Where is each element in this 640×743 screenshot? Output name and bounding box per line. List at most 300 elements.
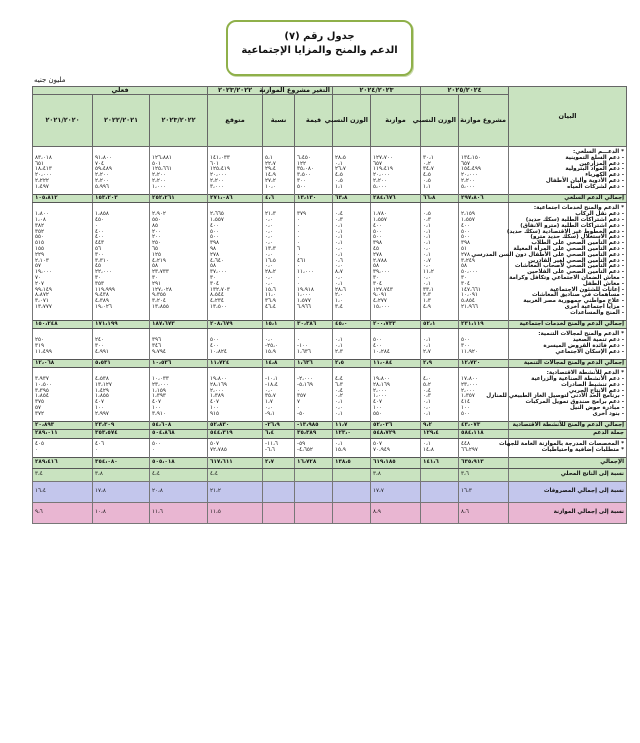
header-item: البيان	[509, 87, 627, 147]
social-label: * الدعم والمنح لخدمات اجتماعية:	[533, 205, 625, 212]
development-col-4	[295, 329, 333, 359]
total-subsidy-cell: ٣٥،٣٨٩	[295, 430, 333, 439]
social-cell: ١،٠٠٠	[297, 292, 311, 299]
total-activities-label: إجمالي الدعم والمنح للأنشطة الاقتصادية	[509, 421, 627, 430]
social-cell: ٥١	[461, 245, 468, 252]
header-group-actual: فعلي	[33, 87, 208, 95]
total-commodity-label: إجمالي الدعم السلعي	[509, 194, 627, 203]
activities-label: - دعم برامج صندوق تمويل المركبات	[525, 399, 625, 406]
commodity-cell: ١٥٤،٤٩٩	[461, 166, 481, 173]
social-cell: ٠،٠	[265, 240, 273, 247]
extra-cell: ٠،١	[423, 441, 431, 448]
social-cell: ٢٨،٦	[335, 286, 346, 293]
activities-cell: ١٠،٥٠٠	[35, 381, 52, 388]
development-cell: ٣٩٦	[152, 337, 162, 344]
social-cell: ٩٩،١٤٩	[35, 286, 52, 293]
development-col-0	[459, 329, 509, 359]
social-cell: ١٩،٩١٨	[297, 286, 314, 293]
social-cell: ٢٠٧	[35, 280, 45, 287]
commodity-cell: ٣،٥٠٠	[297, 172, 311, 179]
activities-cell: ٠،٠	[335, 405, 343, 412]
extra-cell: ٤٠٥	[35, 441, 45, 448]
social-cell: ٠	[297, 234, 301, 241]
activities-cell: ٢٣،٠٠٠	[461, 381, 478, 388]
social-col-4	[295, 203, 333, 320]
development-cell: ٢٥،٠-	[265, 342, 278, 349]
social-cell: ٠،٠	[265, 216, 273, 223]
social-cell: ٣،٢٤٩	[461, 257, 475, 264]
social-cell: ١٦،٥	[265, 257, 276, 264]
social-cell: ٠،٠	[265, 251, 273, 258]
social-cell: ٥٧	[35, 263, 42, 270]
total-commodity-cell: ٢٩٧،٨٠٦	[459, 194, 509, 203]
social-cell: ٣،٠٧١	[35, 298, 49, 305]
social-cell: ٣٧٩	[297, 211, 307, 218]
activities-cell: ١٠٠	[152, 405, 162, 412]
ratio-1-cell	[333, 468, 371, 481]
header-year-2021-2022: ٢٠٢٢/٢٠٢١	[93, 95, 150, 147]
commodity-cell: ٢٨،٥	[335, 154, 346, 161]
social-cell: ٤،٢٧٧	[373, 298, 387, 305]
activities-cell: ٠،٤	[423, 387, 431, 394]
ratio-1-cell: ٣،٤	[33, 468, 93, 481]
activities-cell: ١،١٥٩	[152, 387, 166, 394]
commodity-cell: ٢،٢٠٠	[95, 177, 109, 184]
activities-label: * الدعم للأنشطة الاقتصادية:	[546, 370, 625, 377]
extra-cell: ٤٤٨	[461, 441, 471, 448]
social-cell: ٠،١	[423, 228, 431, 235]
commodity-cell: ١٨،٤١٣	[35, 166, 52, 173]
ratio-2-cell: ١٦،٣	[459, 481, 509, 502]
commodity-cell: ٥٩،٤٨٩	[95, 166, 112, 173]
activities-cell: ٢٨،١٦٩	[210, 381, 227, 388]
social-cell: ٠	[297, 216, 301, 223]
development-col-9	[33, 329, 93, 359]
subsidy-table	[32, 86, 627, 524]
ratio-1-cell: ٤،٤	[208, 468, 263, 481]
development-cell: ١٠٠-	[297, 342, 309, 349]
ratio-3-cell: ٩،٦	[33, 502, 93, 523]
development-cell: ١١،٤٩٩	[35, 348, 52, 355]
social-cell	[297, 311, 330, 317]
commodity-cell: ٥،٩٩٦	[95, 183, 109, 190]
social-cell: ١،٠	[335, 298, 343, 305]
social-cell	[265, 311, 292, 317]
social-cell: ١٢٥	[152, 251, 162, 258]
social-cell	[35, 311, 90, 317]
ratio-3-cell	[333, 502, 371, 523]
activities-cell: ٠،٢	[335, 393, 343, 400]
total-social-row	[33, 320, 627, 329]
total-social-cell: ١٧١،١٩٩	[93, 320, 150, 329]
total-development-cell: ١،٦٣٦	[295, 359, 333, 368]
development-cell: ١٥،٩	[265, 348, 276, 355]
table-title-box	[226, 20, 413, 76]
ratio-1-cell	[263, 468, 295, 481]
social-cell: ٢،١٠٣	[35, 257, 49, 264]
social-cell: ٠	[297, 222, 301, 229]
extra-col-1	[421, 439, 459, 458]
social-cell: ٤،٢١٩	[152, 257, 166, 264]
social-cell: ١٩،٠٠٠	[35, 269, 52, 276]
commodity-block	[33, 147, 627, 195]
activities-cell: ٣،٩١٠	[152, 410, 166, 417]
development-cell: ٥٠٠	[373, 337, 383, 344]
total-social-cell: ٥٢،١	[421, 320, 459, 329]
activities-cell: ٢،٩٩٧	[95, 410, 109, 417]
social-cell: ٤٠٠	[461, 222, 471, 229]
activities-cell: ٤٠٧	[373, 399, 383, 406]
social-cell	[461, 311, 506, 317]
ratio-1-cell: ٣،٨	[93, 468, 150, 481]
activities-cell: ٠،١	[423, 399, 431, 406]
activities-cell: ١،٣٩٣	[152, 393, 166, 400]
extra-cell: ٤،٦٥٢-	[297, 447, 313, 454]
social-cell: ٢٣،٧٣٣	[152, 269, 169, 276]
social-cell: ٣،٢٠٤	[152, 298, 166, 305]
extra-col-6	[208, 439, 263, 458]
total-social-cell: ٢٠٠،٧٣٣	[371, 320, 421, 329]
activities-cell: ١،٣٨٩	[210, 393, 224, 400]
activities-col-1	[421, 368, 459, 421]
social-cell: ٥٨	[461, 263, 468, 270]
social-cell: ٣٩٨	[373, 240, 383, 247]
ratio-1-cell: ٣،٦	[459, 468, 509, 481]
social-label: - مساهمات في صناديق المعاشات	[531, 292, 625, 299]
development-cell: ٥٠٠	[210, 337, 220, 344]
social-label: - دعم التأمين الصحي لأصحاب المعاشات	[514, 263, 625, 270]
ratio-2-cell: ١٧،٧	[371, 481, 421, 502]
activities-cell: ٤١٤	[461, 399, 471, 406]
social-cell: ٤،٢٣٤	[210, 298, 224, 305]
extra-cell: ١٤،٨	[423, 447, 434, 454]
social-cell: ٩،٣٥٥	[152, 292, 166, 299]
commodity-label: - دعم السلع التموينية	[565, 154, 625, 161]
total-development-label: إجمالي الدعم والمنح لمجالات التنمية	[509, 359, 627, 368]
social-cell: ٩٨	[210, 245, 217, 252]
total-activities-cell: ١٣،٩٨٥-	[295, 421, 333, 430]
total-commodity-cell: ٢٧١،٠٨٦	[208, 194, 263, 203]
social-cell: ٢١،٩٦٦	[461, 303, 478, 310]
grand-total-cell: ٣٥٤،٠٨٠	[93, 457, 150, 468]
development-labels	[509, 329, 627, 359]
activities-col-5	[263, 368, 295, 421]
ratio-3-row	[33, 502, 627, 523]
activities-cell: ٤٠٧	[152, 399, 162, 406]
social-cell: ٠،٠	[265, 263, 273, 270]
header-percent: نسبة	[263, 95, 295, 147]
development-cell: ٠،١	[423, 342, 431, 349]
grand-total-cell: ٦١٧،٦١١	[208, 457, 263, 468]
commodity-cell: ٢،٢٠٠	[461, 177, 475, 184]
activities-cell: ٢،٠٠٠	[373, 387, 387, 394]
commodity-label: * الدعـــم السلعي:	[572, 149, 625, 155]
social-cell: ٠،٠	[265, 222, 273, 229]
grand-total-label: الإجمالي	[509, 457, 627, 468]
extra-cell: ١١،٦-	[265, 441, 278, 448]
activities-cell: ٥٠-	[297, 410, 306, 417]
total-development-cell: ٢،٩	[421, 359, 459, 368]
social-cell	[423, 311, 456, 317]
social-cell: ٠	[95, 222, 99, 229]
social-cell: ١،٥٥٧	[461, 216, 475, 223]
ratio-1-row	[33, 468, 627, 481]
commodity-cell: ١،١	[423, 183, 431, 190]
social-block	[33, 203, 627, 320]
extra-labels	[499, 439, 627, 458]
social-cell: ٥٨	[373, 263, 380, 270]
social-cell: ٥٥٠	[152, 216, 162, 223]
social-cell: ٥٠٠	[461, 234, 471, 241]
total-subsidy-label: جملة الدعم	[509, 430, 627, 439]
extra-cell: ٥٩-	[297, 441, 306, 448]
ratio-2-cell	[421, 481, 459, 502]
commodity-col-6	[208, 147, 263, 195]
extra-cell: ٠	[35, 447, 39, 454]
social-cell: ٤٠٠	[373, 222, 383, 229]
commodity-cell: ١،٤٩٧	[35, 183, 49, 190]
activities-cell: ٣٧٥	[35, 399, 45, 406]
social-cell: ٨،٥٤٤	[210, 292, 224, 299]
commodity-cell: ١٢٥،٤١٩	[210, 166, 230, 173]
activities-col-2	[371, 368, 421, 421]
activities-col-3	[333, 368, 371, 421]
commodity-col-1	[421, 147, 459, 195]
activities-cell: ٥٠٠	[461, 410, 471, 417]
commodity-cell: ٦٥١	[35, 160, 45, 167]
commodity-cell: ٢٠،٠٠٠	[35, 172, 52, 179]
social-cell: ١٣،٣	[265, 245, 276, 252]
development-cell: ٤٠٠	[210, 342, 220, 349]
social-cell: ٢٢،٠٠٠	[95, 269, 112, 276]
ratio-2-cell: ٢٠،٨	[150, 481, 208, 502]
development-cell: ٠،١	[335, 342, 343, 349]
activities-label: - دعم تنشيط الصادرات	[561, 381, 625, 388]
social-label: - دعم التأمين الصحي على الأطفال دون السن المدرسي	[471, 251, 625, 258]
table-body	[33, 147, 627, 524]
social-cell: ٠	[297, 240, 301, 247]
activities-cell: ١٠٠	[461, 405, 471, 412]
social-cell: ٠،١	[423, 280, 431, 287]
social-cell: ٤٤٣	[95, 240, 105, 247]
activities-label: - دعم الأنشطة الصناعية والزراعية	[531, 376, 625, 383]
social-cell: ١،٨٠٠	[35, 211, 49, 218]
social-cell: ٥٨	[152, 263, 159, 270]
development-cell: ٣٠٠	[461, 342, 471, 349]
total-social-label: إجمالي الدعم والمنح لخدمات اجتماعية	[509, 320, 627, 329]
development-cell: ٠،١	[335, 337, 343, 344]
activities-cell: ٥،٢	[423, 381, 431, 388]
total-social-cell: ٢٣١،١١٩	[459, 320, 509, 329]
commodity-cell: ٢،٢٠٠	[373, 177, 387, 184]
activities-cell: ٥٥٠	[373, 410, 383, 417]
social-cell: ١١،٠٠٠	[297, 269, 314, 276]
development-cell: ٢٤٠	[95, 337, 105, 344]
activities-cell: ٦،٣	[335, 381, 343, 388]
commodity-cell: ٠،٥	[335, 177, 343, 184]
social-cell: ٤٦،٤	[265, 303, 276, 310]
commodity-cell: ٢٠،٠٠٠	[210, 172, 227, 179]
activities-col-4	[295, 368, 333, 421]
total-subsidy-cell: ٥٤٤،٣١٩	[208, 430, 263, 439]
commodity-cell: ٣٠،١	[423, 154, 434, 161]
social-cell: ٩،٤٣٨	[95, 292, 109, 299]
social-cell: ٣٨٢	[35, 222, 45, 229]
activities-cell: ٠،٠	[423, 405, 431, 412]
extra-cell: ٤٠٦	[95, 441, 105, 448]
social-cell: ٢٧٨	[373, 251, 383, 258]
commodity-cell: ١٣٤،١٥٠	[461, 154, 481, 161]
social-cell: ١٣،٨٥٥	[152, 303, 169, 310]
social-cell: ٠	[297, 274, 301, 281]
social-cell: ١،٥٧٧	[297, 298, 311, 305]
activities-cell: ٤،٥٣٨	[95, 376, 109, 383]
activities-col-9	[33, 368, 93, 421]
activities-cell: ٧	[297, 399, 301, 406]
activities-cell: ١،٨٥٥	[95, 393, 109, 400]
development-col-8	[93, 329, 150, 359]
development-cell: ٠،١	[423, 337, 431, 344]
social-cell: ٠،١	[335, 251, 343, 258]
social-cell: ٢٠٠	[152, 228, 162, 235]
extra-block	[33, 439, 627, 458]
commodity-cell: ٦٥٧	[373, 160, 383, 167]
social-cell: ١،٧٨٠	[373, 211, 387, 218]
total-subsidy-cell: ٦،٤	[263, 430, 295, 439]
total-activities-cell: ٢٦،٩-	[263, 421, 295, 430]
grand-total-cell: ٢٨٩،٤١٦	[33, 457, 93, 468]
social-cell: ٢،٦٦٥	[210, 211, 224, 218]
activities-cell: ٣،٩٣٧	[35, 376, 49, 383]
total-activities-cell: ٢٠،٨٩٣	[33, 421, 93, 430]
activities-cell: ١٩،٨٠٠	[210, 376, 227, 383]
social-label: - دعم الاستغلال (سكك حديد مترو)	[530, 234, 625, 241]
social-cell: ١،٣	[423, 298, 431, 305]
ratio-2-label: نسبة إلى إجمالي المصروفات	[509, 481, 627, 502]
total-development-cell: ١٠،٥٣٦	[150, 359, 208, 368]
activities-label: - مبادرة حوض النيل	[569, 405, 625, 412]
ratio-2-cell: ١٧،٨	[93, 481, 150, 502]
total-activities-cell: ٩،٢	[421, 421, 459, 430]
header-budget-project: مشروع موازنة	[459, 95, 509, 147]
grand-total-cell: ٦١٩،١٨٥	[371, 457, 421, 468]
social-cell: ٩،٠٩١	[373, 292, 387, 299]
social-cell: ٥٠٠	[461, 228, 471, 235]
social-cell: ٤٠٠	[95, 234, 105, 241]
activities-cell: ١٩،٨٠٠	[373, 376, 390, 383]
commodity-cell: ٦٠١	[210, 160, 220, 167]
total-social-cell: ٣٠،٣٨٦	[295, 320, 333, 329]
ratio-3-cell: ١٠،٨	[93, 502, 150, 523]
activities-cell: ١٧،٨٠٠	[461, 376, 478, 383]
header-value: قيمة	[295, 95, 333, 147]
social-cell: ٠	[297, 228, 301, 235]
commodity-cell: ٣٥،٠٨٠	[297, 166, 314, 173]
commodity-cell: ٤،٥	[423, 172, 431, 179]
total-commodity-cell: ١٣،١٣٠	[295, 194, 333, 203]
development-cell: ٩،٧٩٤	[152, 348, 166, 355]
social-cell: ٣٩٨	[461, 240, 471, 247]
social-cell: ٥٠٠	[210, 228, 220, 235]
total-social-cell: ١٥٠،٢٤٨	[33, 320, 93, 329]
development-col-2	[371, 329, 421, 359]
ratio-1-cell: ٤،٤	[150, 468, 208, 481]
social-cell: ٣٣،١	[423, 286, 434, 293]
social-col-0	[459, 203, 509, 320]
social-cell: ١،٥٥٧	[373, 216, 387, 223]
social-col-1	[421, 203, 459, 320]
activities-cell: ٣،٣٩٥	[35, 387, 49, 394]
header-expected: متوقع	[208, 95, 263, 147]
social-cell: ٤٥	[373, 245, 380, 252]
activities-cell: ٢٣،٠٠٠	[152, 381, 169, 388]
social-cell: ٠،١	[335, 228, 343, 235]
social-cell: ٦٥	[152, 245, 159, 252]
social-cell: ١،٨٥٨	[95, 211, 109, 218]
activities-cell: ٣٥،٧	[265, 393, 276, 400]
ratio-3-cell	[263, 502, 295, 523]
social-cell: ١٥،٦	[265, 286, 276, 293]
grand-total-cell: ٢،٧	[263, 457, 295, 468]
activities-cell: ٩،١-	[265, 410, 275, 417]
development-cell: ٤،٩٩١	[95, 348, 109, 355]
total-subsidy-cell: ١٢٣،٠	[333, 430, 371, 439]
social-label: - دعم التأمين الصحي لغير القادرين	[528, 257, 625, 264]
activities-labels	[486, 368, 627, 421]
commodity-cell: ٧٠٤	[95, 160, 105, 167]
social-cell: ٥١٥	[35, 240, 45, 247]
activities-cell: ١٠٠	[210, 405, 220, 412]
commodity-cell: ٥٠١	[152, 160, 162, 167]
development-cell: ٥٠٠	[461, 337, 471, 344]
activities-cell: ١٠٠	[373, 405, 383, 412]
commodity-cell: ١٤،٩	[265, 172, 276, 179]
social-col-7	[150, 203, 208, 320]
grand-total-cell: ٦٣٥،٩١٣	[459, 457, 509, 468]
commodity-cell: ٢،٢٠٠	[152, 177, 166, 184]
ratio-2-cell	[295, 481, 333, 502]
total-subsidy-cell: ٥٨٤،١١٨	[459, 430, 509, 439]
extra-cell: ٧٠،٩٤٩	[373, 447, 390, 454]
total-development-cell: ١٤،٨	[263, 359, 295, 368]
ratio-3-cell: ١١،٥	[208, 502, 263, 523]
commodity-cell: ٥،١	[265, 154, 273, 161]
social-cell: ٤،٦٤٠	[210, 257, 224, 264]
social-cell: ٤٥٠	[95, 216, 105, 223]
commodity-cell: ٥٠٠	[297, 183, 307, 190]
development-cell: ٢،٧	[423, 348, 431, 355]
total-development-cell: ١٢،٧٢٠	[459, 359, 509, 368]
social-col-9	[33, 203, 93, 320]
total-subsidy-cell: ٣٥٣،٥٧٤	[93, 430, 150, 439]
social-cell: ٠،٤	[335, 211, 343, 218]
extra-col-7	[150, 439, 208, 458]
activities-block	[33, 368, 627, 421]
total-development-cell: ١١،٠٨٤	[371, 359, 421, 368]
extra-cell: ٠	[95, 447, 99, 454]
extra-col-8	[93, 439, 150, 458]
social-col-2	[371, 203, 421, 320]
social-cell: ٠،٠	[423, 245, 431, 252]
social-cell: ٠،٠	[265, 228, 273, 235]
total-activities-cell: ١١،٧	[333, 421, 371, 430]
commodity-col-3	[333, 147, 371, 195]
activities-cell: ٠	[297, 387, 301, 394]
social-cell: ٠،٠	[265, 234, 273, 241]
commodity-cell: ١٠،٠	[265, 183, 276, 190]
commodity-cell: ٢،٢٢٢	[35, 177, 49, 184]
social-cell: ٢،٣	[423, 292, 431, 299]
